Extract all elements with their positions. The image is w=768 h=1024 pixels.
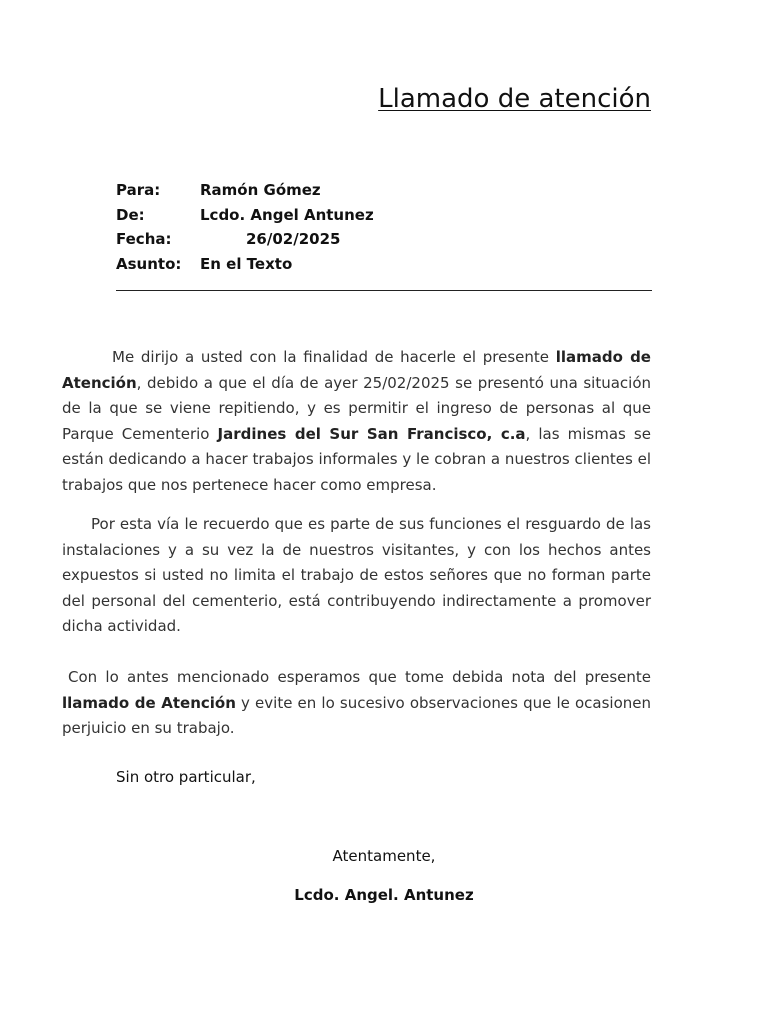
paragraph-1-text-2: , debido a que el día de ayer 25/02/2025 se presentó una situación de la que se viene repitiendo, y es permitir el ingreso de personas al que Parque Cementerio [62, 373, 651, 443]
paragraph-1-text-3: , las mismas se están dedicando a hacer trabajos informales y le cobran a nuestros clientes el trabajos que nos pertenece hacer como empresa. [62, 424, 651, 494]
fecha-value: 26/02/2025 [246, 230, 341, 248]
closing-line: Sin otro particular, [116, 768, 256, 786]
paragraph-1-bold-llamado: llamado de Atención [62, 348, 651, 392]
document-title: Llamado de atención [378, 84, 651, 114]
header-divider [116, 290, 652, 291]
header-row-para [116, 178, 652, 203]
asunto-label: Asunto: [116, 254, 182, 273]
regards-line: Atentamente, [332, 847, 436, 865]
body-paragraph-1 [62, 345, 651, 499]
de-label: De: [116, 205, 145, 224]
de-value: Lcdo. Angel Antunez [200, 205, 374, 224]
paragraph-3-text-1: Con lo antes mencionado esperamos que tome debida nota del presente [68, 668, 651, 686]
asunto-value: En el Texto [200, 254, 293, 273]
memo-header [116, 178, 652, 276]
body-paragraph-2 [62, 512, 651, 640]
paragraph-1-text-1: Me dirijo a usted con la finalidad de hacerle el presente [112, 348, 556, 366]
paragraph-3-text-2: y evite en lo sucesivo observaciones que le ocasionen perjuicio en su trabajo. [62, 693, 651, 738]
header-row-de [116, 203, 652, 228]
para-value: Ramón Gómez [200, 181, 321, 199]
body-paragraph-3 [62, 665, 651, 742]
paragraph-2-text-1: Por esta vía le recuerdo que es parte de sus funciones el resguardo de las instalaciones y a su vez la de nuestros visitantes, y con los hechos antes expuestos si usted no limita el trabajo de estos señores que no forman parte del personal del cementerio, está contribuyendo indirectamente a promover dicha actividad. [62, 515, 651, 636]
paragraph-1-bold-company: Jardines del Sur San Francisco, c.a [217, 424, 526, 443]
para-label: Para: [116, 181, 161, 199]
signature-name: Lcdo. Angel. Antunez [294, 886, 474, 904]
fecha-label: Fecha: [116, 230, 172, 248]
paragraph-3-bold-llamado: llamado de Atención [62, 693, 236, 712]
header-row-asunto [116, 252, 652, 277]
header-row-fecha [116, 227, 652, 252]
